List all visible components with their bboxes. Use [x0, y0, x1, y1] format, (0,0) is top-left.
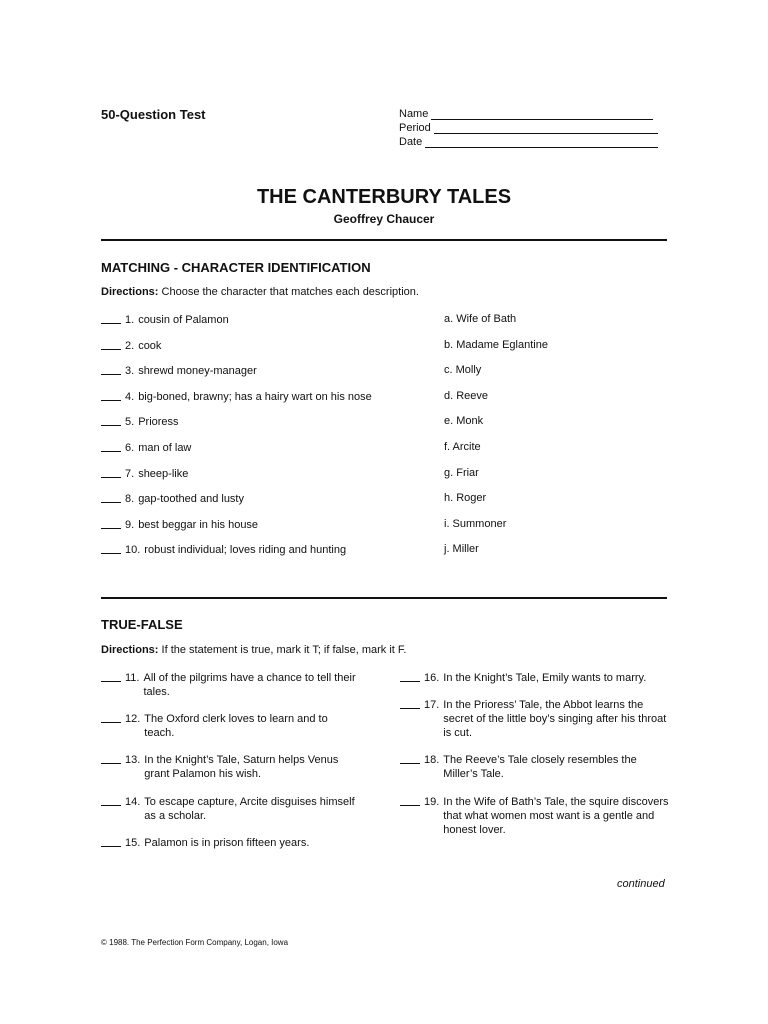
question-text: The Reeve’s Tale closely resembles the Miller’s Tale. — [443, 754, 637, 780]
directions-label: Directions: — [101, 286, 159, 298]
matching-question — [101, 467, 411, 481]
date-line — [425, 137, 658, 148]
true-false-question — [101, 753, 356, 781]
question-text: Palamon is in prison fifteen years. — [144, 837, 310, 849]
matching-option: a. Wife of Bath — [444, 313, 517, 325]
question-number: 12. — [125, 713, 141, 725]
question-number: 14. — [125, 796, 141, 808]
answer-blank[interactable] — [101, 836, 121, 847]
answer-blank[interactable] — [101, 339, 121, 350]
answer-blank[interactable] — [101, 467, 121, 478]
question-number: 3. — [125, 365, 135, 378]
period-line — [434, 123, 658, 134]
matching-question — [101, 415, 411, 429]
matching-option: h. Roger — [444, 492, 487, 505]
answer-blank[interactable] — [101, 712, 121, 723]
matching-option: c. Molly — [444, 364, 482, 377]
answer-blank[interactable] — [400, 698, 420, 709]
question-text: robust individual; loves riding and hunting — [144, 544, 347, 557]
question-text: shrewd money-manager — [138, 365, 257, 378]
question-number: 19. — [424, 796, 440, 808]
matching-question — [101, 364, 411, 378]
matching-option: b. Madame Eglantine — [444, 338, 548, 351]
question-number: 15. — [125, 837, 141, 849]
question-text: best beggar in his house — [138, 518, 259, 531]
matching-question — [101, 518, 411, 532]
answer-blank[interactable] — [400, 753, 420, 764]
matching-question — [101, 390, 411, 404]
matching-question — [101, 492, 411, 506]
answer-blank[interactable] — [101, 543, 121, 554]
question-text: big-boned, brawny; has a hairy wart on his nose — [138, 390, 372, 403]
question-number: 16. — [424, 672, 440, 684]
answer-blank[interactable] — [400, 671, 420, 682]
true-false-question — [400, 753, 670, 781]
true-false-question — [400, 698, 670, 740]
matching-option: i. Summoner — [444, 517, 507, 530]
question-text: cook — [138, 339, 162, 352]
matching-question — [101, 441, 411, 455]
question-text: cousin of Palamon — [138, 314, 229, 326]
test-label: 50-Question Test — [101, 107, 206, 122]
true-false-question — [101, 712, 356, 740]
divider-middle — [101, 597, 667, 599]
question-text: man of law — [138, 442, 192, 454]
true-false-heading: TRUE-FALSE — [101, 617, 183, 632]
matching-question — [101, 543, 411, 557]
directions-text: Choose the character that matches each description. — [158, 286, 419, 298]
date-field — [399, 134, 658, 148]
matching-question — [101, 313, 411, 327]
copyright: © 1988. The Perfection Form Company, Logan, Iowa — [101, 938, 289, 947]
question-number: 7. — [125, 467, 135, 480]
directions-text: If the statement is true, mark it T; if false, mark it F. — [158, 644, 407, 656]
directions-label: Directions: — [101, 644, 159, 656]
answer-blank[interactable] — [101, 492, 121, 503]
answer-blank[interactable] — [101, 753, 121, 764]
matching-option: f. Arcite — [444, 441, 481, 453]
true-false-question — [101, 795, 356, 823]
answer-blank[interactable] — [101, 313, 121, 324]
question-text: In the Knight’s Tale, Emily wants to marry. — [443, 672, 647, 684]
question-number: 4. — [125, 390, 135, 403]
question-text: In the Wife of Bath’s Tale, the squire discovers that what women most want is a gentle and honest lover. — [443, 796, 669, 836]
name-line — [431, 109, 653, 120]
answer-blank[interactable] — [101, 390, 121, 401]
question-number: 10. — [125, 544, 141, 557]
question-number: 13. — [125, 754, 141, 766]
question-text: Prioress — [138, 416, 179, 429]
answer-blank[interactable] — [101, 364, 121, 375]
question-number: 2. — [125, 339, 135, 352]
question-number: 11. — [125, 672, 140, 684]
question-text: In the Knight’s Tale, Saturn helps Venus grant Palamon his wish. — [144, 754, 339, 780]
matching-option: d. Reeve — [444, 389, 489, 402]
question-text: gap-toothed and lusty — [138, 493, 244, 506]
period-label: Period — [399, 122, 431, 134]
matching-heading: MATCHING - CHARACTER IDENTIFICATION — [101, 260, 371, 275]
answer-blank[interactable] — [101, 441, 121, 452]
matching-option: e. Monk — [444, 415, 484, 428]
true-false-directions — [101, 644, 406, 656]
true-false-question — [101, 671, 356, 699]
true-false-question — [400, 671, 670, 685]
date-label: Date — [399, 136, 423, 148]
question-number: 9. — [125, 518, 135, 531]
question-text: sheep-like — [138, 467, 189, 480]
matching-option: j. Miller — [444, 543, 479, 556]
question-number: 8. — [125, 493, 135, 506]
author: Geoffrey Chaucer — [333, 212, 435, 226]
matching-directions — [101, 286, 419, 298]
question-number: 1. — [125, 314, 135, 326]
matching-question — [101, 339, 411, 353]
name-label: Name — [399, 108, 429, 120]
name-field — [399, 106, 653, 120]
answer-blank[interactable] — [101, 415, 121, 426]
answer-blank[interactable] — [101, 671, 121, 682]
answer-blank[interactable] — [101, 795, 121, 806]
matching-option: g. Friar — [444, 466, 479, 479]
question-text: The Oxford clerk loves to learn and to teach. — [144, 713, 328, 739]
true-false-question — [400, 795, 670, 837]
period-field — [399, 120, 658, 134]
continued-note: continued — [617, 878, 665, 890]
question-text: In the Prioress’ Tale, the Abbot learns the secret of the little boy’s singing after his throat is cut. — [443, 699, 667, 739]
question-number: 5. — [125, 416, 135, 429]
true-false-question — [101, 836, 356, 850]
question-number: 17. — [424, 699, 440, 711]
question-text: All of the pilgrims have a chance to tell their tales. — [143, 672, 356, 698]
divider-top — [101, 239, 667, 241]
answer-blank[interactable] — [101, 518, 121, 529]
question-number: 18. — [424, 754, 440, 766]
answer-blank[interactable] — [400, 795, 420, 806]
question-number: 6. — [125, 442, 135, 454]
page-title: THE CANTERBURY TALES — [256, 186, 512, 208]
question-text: To escape capture, Arcite disguises himself as a scholar. — [144, 796, 355, 822]
